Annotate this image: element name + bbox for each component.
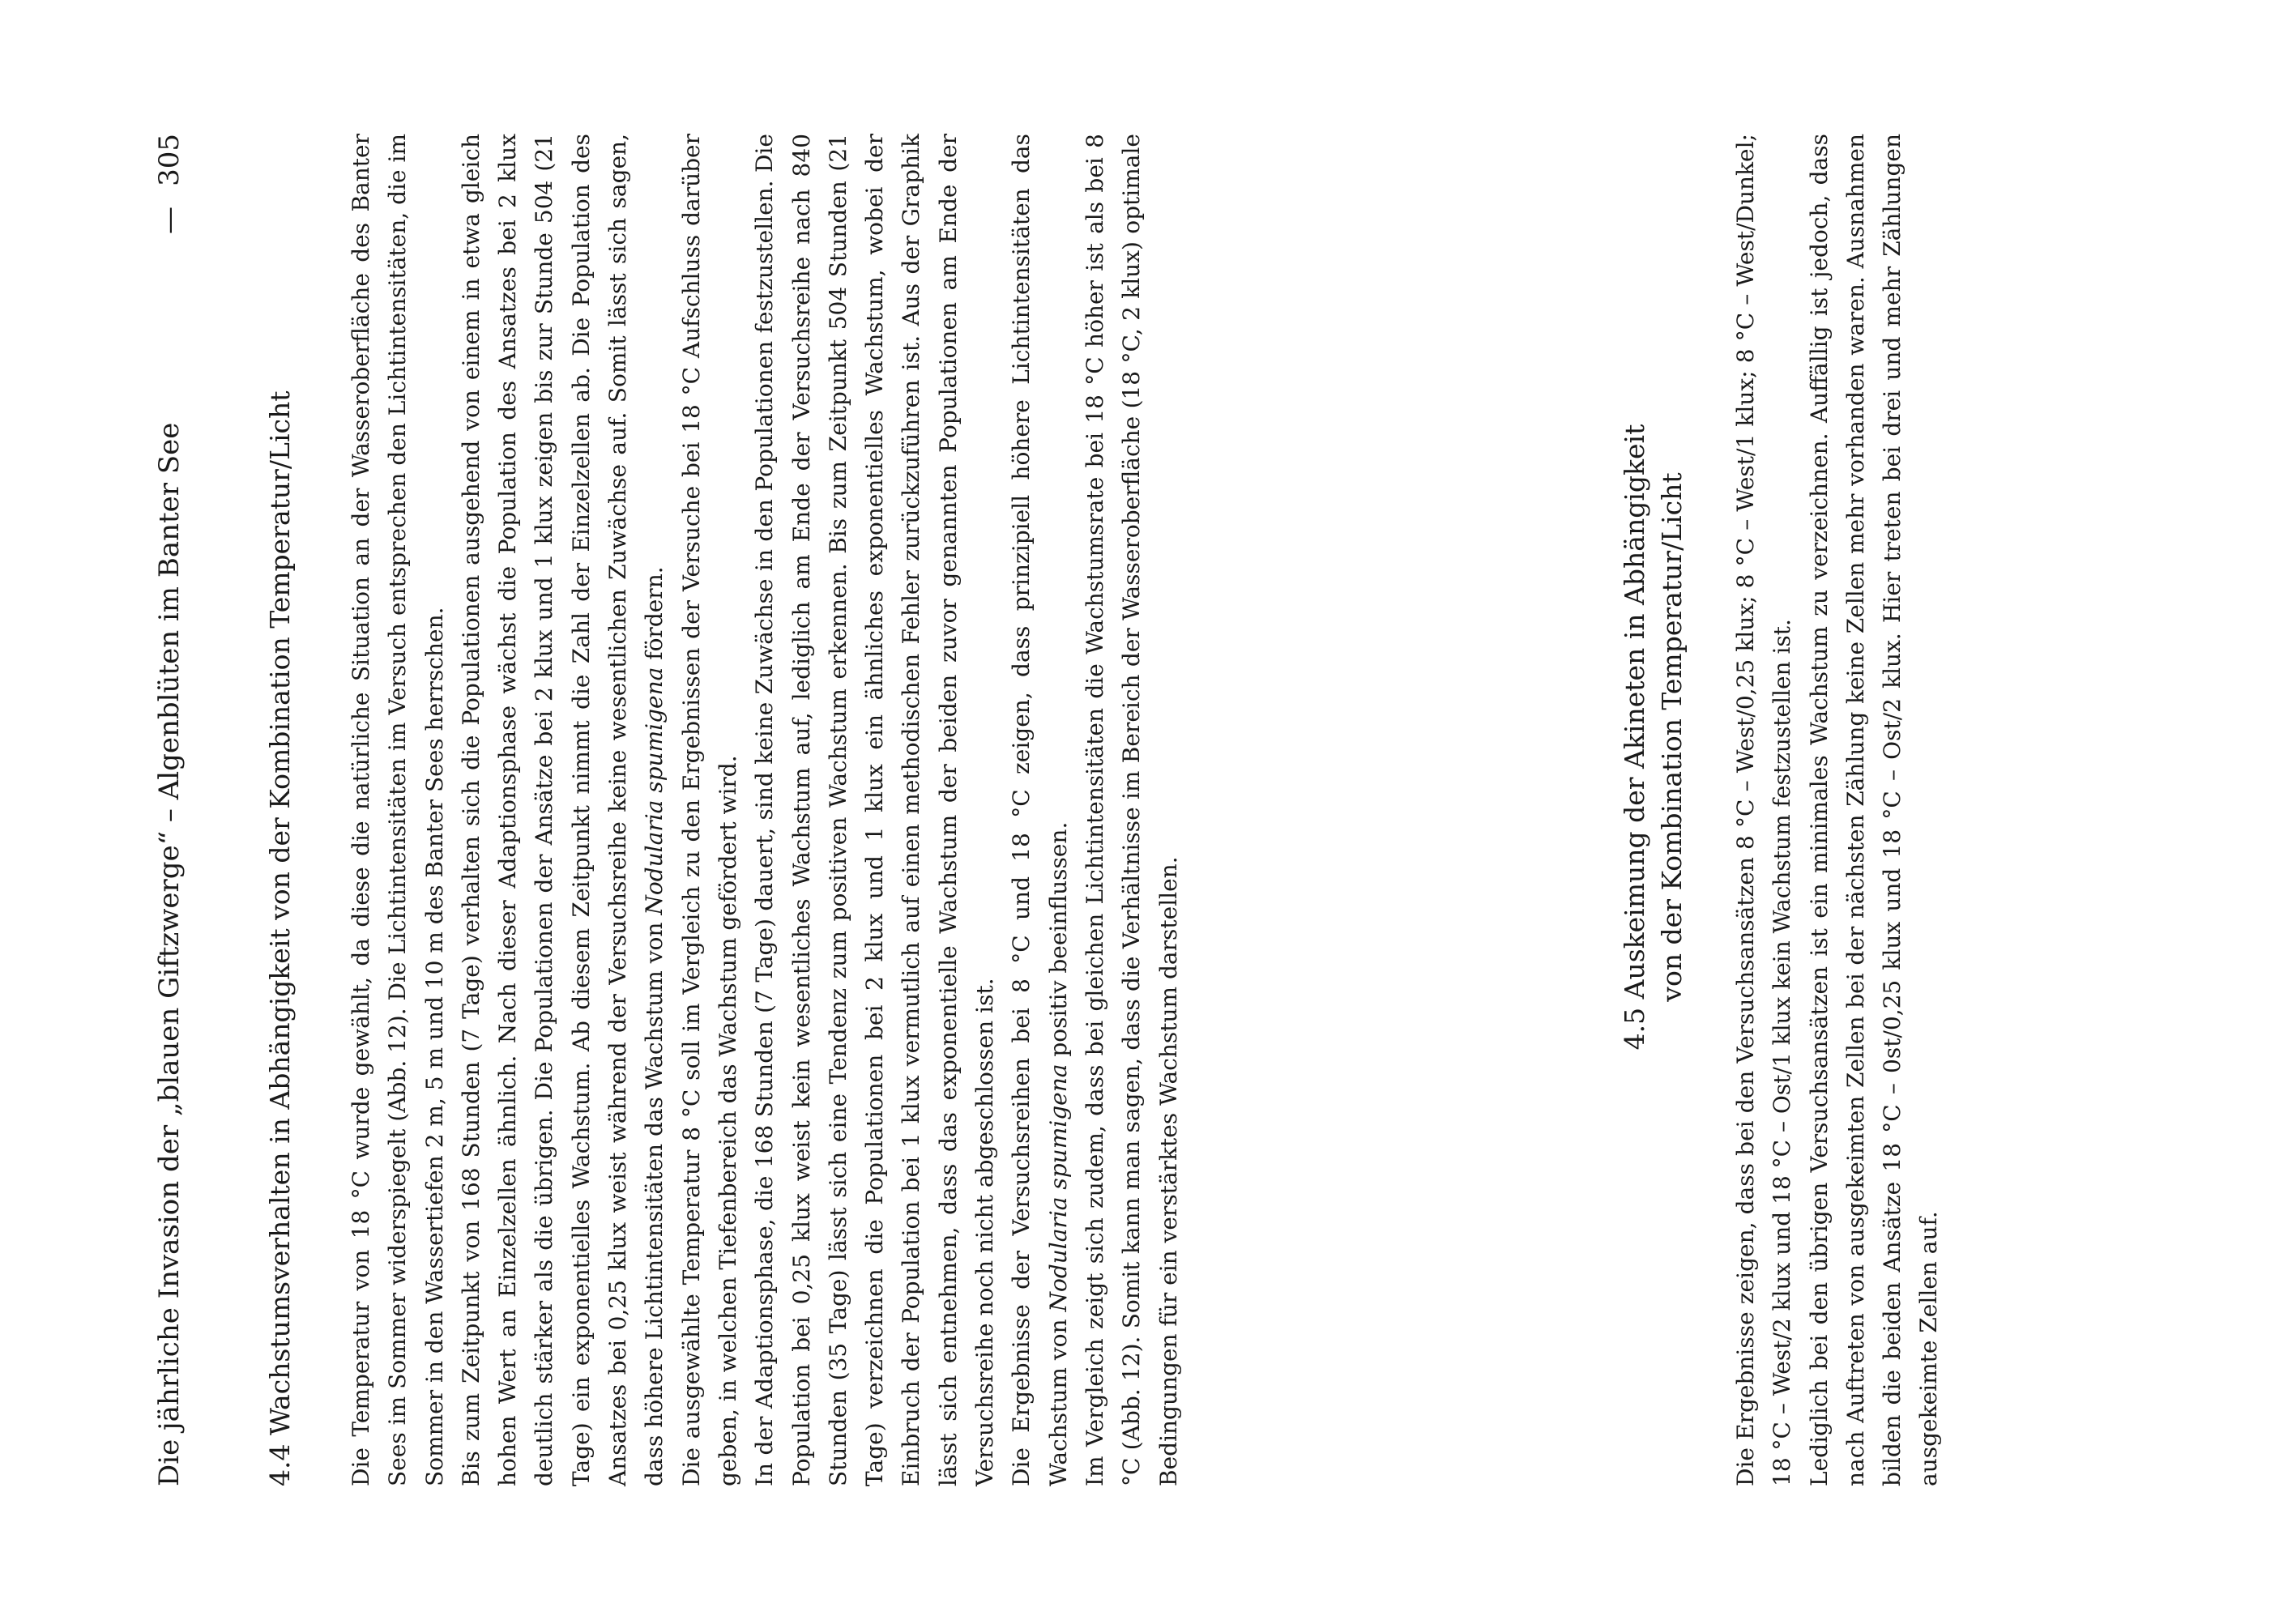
paragraph: Im Vergleich zeigt sich zudem, dass bei gleichen Lichtintensitäten die Wachstumsrate bei 18 °C höher ist als bei 8 °C (Abb. 12). Somit kann man sagen, dass die Verhältnisse im Bereich der Wasseroberfläche (18 °C, 2 klux) optimale Bedingungen für ein verstärktes Wachstum darstellen. [1081, 134, 1182, 1486]
section-4-4-body [343, 134, 1187, 1486]
section-heading-line-1: 4.5 Auskeimung der Akineten in Abhängigkeit [1619, 424, 1650, 1051]
document-page [152, 134, 2144, 1486]
paragraph: Lediglich bei den übrigen Versuchsansätzen ist ein minimales Wachstum zu verzeichnen. Auffällig ist jedoch, dass nach Auftreten von ausgekeimten Zellen bei der nächsten Zählung keine Zellen mehr vorhanden waren. Ausnahmen bilden die beiden Ansätze 18 °C – 0st/0,25 klux und 18 °C – Ost/2 klux. Hier treten bei drei und mehr Zählungen ausgekeimte Zellen auf. [1805, 134, 1943, 1486]
running-head [152, 134, 187, 1486]
paragraph: Die ausgewählte Temperatur 8 °C soll im Vergleich zu den Ergebnissen der Versuche bei 18 °C Aufschluss darüber geben, in welchen Tiefenbereich das Wachstum gefördert wird. [677, 134, 741, 1486]
running-head-dash: — [153, 207, 186, 234]
section-4-5-body [1727, 134, 1948, 1486]
paragraph: In der Adaptionsphase, die 168 Stunden (7 Tage) dauert, sind keine Zuwächse in den Populationen festzustellen. Die Population bei 0,25 klux weist kein wesentliches Wachstum auf, lediglich am Ende der Versuchsreihe nach 840 Stunden (35 Tage) lässt sich eine Tendenz zum positiven Wachstum erkennen. Bis zum Zeitpunkt 504 Stunden (21 Tage) verzeichnen die Populationen bei 2 klux und 1 klux ein ähnliches exponentielles Wachstum, wobei der Einbruch der Population bei 1 klux vermutlich auf einen methodischen Fehler zurückzuführen ist. Aus der Graphik lässt sich entnehmen, dass das exponentielle Wachstum der beiden zuvor genannten Populationen am Ende der Versuchsreihe noch nicht abgeschlossen ist. [751, 134, 999, 1486]
paragraph: Bis zum Zeitpunkt von 168 Stunden (7 Tage) verhalten sich die Populationen ausgehend von einem in etwa gleich hohen Wert an Einzelzellen ähnlich. Nach dieser Adaptionsphase wächst die Population des Ansatzes bei 2 klux deutlich stärker als die übrigen. Die Populationen der Ansätze bei 2 klux und 1 klux zeigen bis zur Stunde 504 (21 Tage) ein exponentielles Wachstum. Ab diesem Zeitpunkt nimmt die Zahl der Einzelzellen ab. Die Population des Ansatzes bei 0,25 klux weist während der Versuchsreihe keine wesentlichen Zuwächse auf. Somit lässt sich sagen, dass höhere Lichtintensitäten das Wachstum von Nodularia spumigena fördern. [457, 134, 668, 1486]
page-number: 305 [153, 134, 186, 186]
section-heading-line-2: von der Kombination Temperatur/Licht [1656, 472, 1688, 1002]
paragraph: Die Temperatur von 18 °C wurde gewählt, da diese die natürliche Situation an der Wasseroberfläche des Banter Sees im Sommer widerspiegelt (Abb. 12). Die Lichtintensitäten im Versuch entsprechen den Lichtintensitäten, die im Sommer in den Wassertiefen 2 m, 5 m und 10 m des Banter Sees herrschen. [348, 134, 448, 1486]
section-heading-4-5 [1616, 134, 1691, 1486]
paragraph: Die Ergebnisse der Versuchsreihen bei 8 °C und 18 °C zeigen, dass prinzipiell höhere Lichtintensitäten das Wachstum von Nodularia spumigena positiv beeinflussen. [1008, 134, 1072, 1486]
species-name: Nodularia spumigena [1044, 1064, 1072, 1312]
species-name: Nodularia spumigena [641, 667, 668, 915]
section-heading-4-4: 4.4 Wachstumsverhalten in Abhängigkeit von der Kombination Temperatur/Licht [264, 390, 296, 1486]
running-head-title: Die jährliche Invasion der „blauen Giftzwerge“ – Algenblüten im Banter See [153, 422, 186, 1486]
paragraph: Die Ergebnisse zeigen, dass bei den Versuchsansätzen 8 °C – West/0,25 klux; 8 °C – West/1 klux; 8 °C – West/Dunkel; 18 °C – West/2 klux und 18 °C – Ost/1 klux kein Wachstum festzustellen ist. [1732, 134, 1796, 1486]
